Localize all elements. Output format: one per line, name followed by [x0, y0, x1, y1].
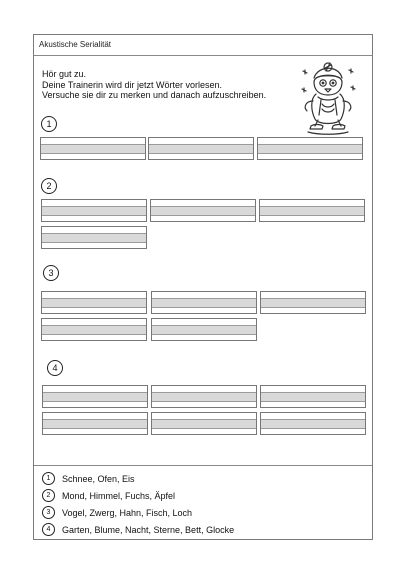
answer-key-text-2: Mond, Himmel, Fuchs, Äpfel	[62, 491, 176, 501]
worksheet-title: Akustische Serialität	[39, 40, 112, 49]
answer-key-row-2	[42, 488, 366, 504]
instructions	[42, 69, 307, 101]
answer-field-3-3[interactable]	[260, 291, 366, 314]
answer-field-3-5[interactable]	[151, 318, 257, 341]
answer-key-row-4	[42, 522, 366, 538]
answer-key	[42, 471, 366, 539]
answer-field-2-3[interactable]	[259, 199, 365, 222]
answer-key-number-2: 2	[42, 489, 55, 502]
answer-field-3-1[interactable]	[41, 291, 147, 314]
penguin-skater-icon	[296, 59, 360, 137]
answer-field-4-3[interactable]	[260, 385, 366, 408]
instruction-line-3: Versuche sie dir zu merken und danach aufzuschreiben.	[42, 90, 267, 100]
answer-field-3-2[interactable]	[151, 291, 257, 314]
answer-key-row-3	[42, 505, 366, 521]
answer-key-number-3: 3	[42, 506, 55, 519]
answer-field-3-4[interactable]	[41, 318, 147, 341]
instruction-line-2: Deine Trainerin wird dir jetzt Wörter vorlesen.	[42, 79, 223, 90]
worksheet-header	[34, 35, 372, 56]
section-number-3: 3	[43, 265, 59, 281]
section-number-2: 2	[41, 178, 57, 194]
section-number-1: 1	[41, 116, 57, 132]
instruction-line-1: Hör gut zu.	[42, 69, 87, 79]
answer-field-1-1[interactable]	[40, 137, 146, 160]
answer-field-4-1[interactable]	[42, 385, 148, 408]
answer-key-row-1	[42, 471, 366, 487]
worksheet	[33, 34, 373, 540]
answer-field-2-4[interactable]	[41, 226, 147, 249]
answer-key-number-4: 4	[42, 523, 55, 536]
answer-field-2-1[interactable]	[41, 199, 147, 222]
section-number-4: 4	[47, 360, 63, 376]
answer-key-text-4: Garten, Blume, Nacht, Sterne, Bett, Glocke	[62, 525, 235, 535]
answer-field-4-6[interactable]	[260, 412, 366, 435]
answer-key-number-1: 1	[42, 472, 55, 485]
answer-field-1-2[interactable]	[148, 137, 254, 160]
answer-key-divider	[34, 465, 372, 466]
answer-field-4-4[interactable]	[42, 412, 148, 435]
answer-key-text-3: Vogel, Zwerg, Hahn, Fisch, Loch	[62, 508, 193, 518]
answer-field-2-2[interactable]	[150, 199, 256, 222]
answer-field-4-5[interactable]	[151, 412, 257, 435]
answer-field-4-2[interactable]	[151, 385, 257, 408]
answer-field-1-3[interactable]	[257, 137, 363, 160]
answer-key-text-1: Schnee, Ofen, Eis	[62, 474, 135, 484]
